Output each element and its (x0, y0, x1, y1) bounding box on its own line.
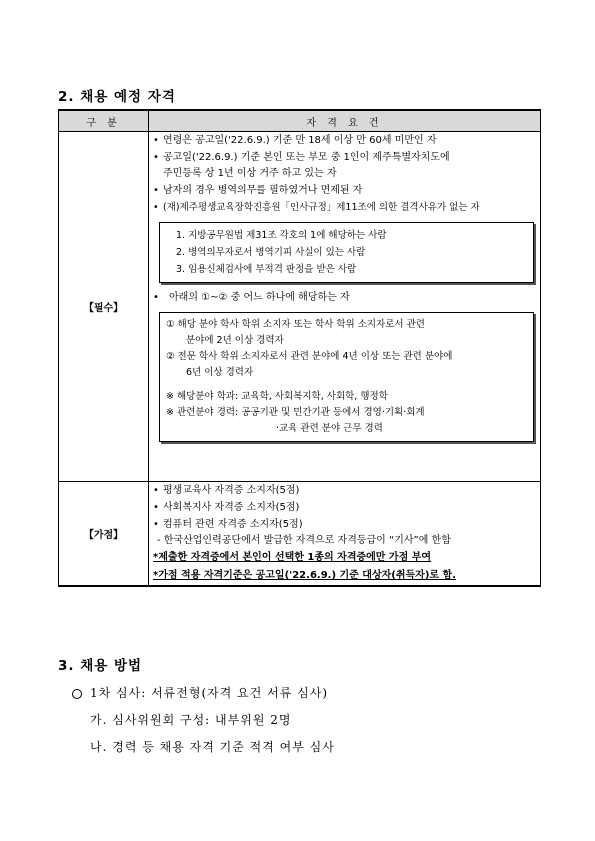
bonus-rule-2: *가점 적용 자격기준은 공고일('22.6.9.) 기준 대상자(취득자)로 함. (153, 570, 457, 581)
list-item: • 평생교육사 자격증 소지자(5점) (149, 482, 540, 499)
bonus-content (149, 482, 541, 587)
list-item: • (재)제주평생교육장학진흥원「인사규정」제11조에 의한 결격사유가 없는 자 (149, 199, 540, 216)
table-header-row (59, 110, 541, 132)
required-content (149, 132, 541, 482)
box-item: ② 전문 학사 학위 소지자로서 관련 분야에 4년 이상 또는 관련 분야에 (166, 351, 453, 362)
box-item: 2. 병역의무자로서 병역기피 사실이 있는 사람 (176, 247, 366, 258)
list-item: • 컴퓨터 관련 자격증 소지자(5점) (149, 516, 540, 533)
box-item: 6년 이상 경력자 (186, 367, 254, 378)
bonus-label: 【가점】 (59, 482, 149, 587)
list-item: • 남자의 경우 병역의무를 필하였거나 면제된 자 (149, 182, 540, 199)
box-item: 분야에 2년 이상 경력자 (186, 335, 284, 346)
box-item: 1. 지방공무원법 제31조 각호의 1에 해당하는 사람 (176, 230, 387, 241)
header-requirements: 자 격 요 건 (149, 110, 541, 132)
required-label: 【필수】 (59, 132, 149, 482)
header-category: 구 분 (59, 110, 149, 132)
circle-bullet-icon (72, 689, 82, 699)
qualification-table (58, 109, 541, 587)
bonus-rule-1: *제출한 자격증에서 본인이 선택한 1종의 자격증에만 가점 부여 (153, 552, 432, 563)
required-row (59, 132, 541, 482)
box-note: ※ 관련분야 경력: 공공기관 및 민간기관 등에서 경영·기획·회계 (166, 407, 425, 418)
section-title-method: 3. 채용 방법 (58, 658, 143, 674)
list-item: • 아래의 ①~② 중 어느 하나에 해당하는 자 (149, 289, 540, 306)
list-item: • 사회복지사 자격증 소지자(5점) (149, 499, 540, 516)
list-item-continued: 주민등록 상 1년 이상 거주 하고 있는 자 (163, 168, 337, 179)
box-item: 3. 임용신체검사에 부적격 판정을 받은 사람 (176, 264, 357, 275)
bonus-row (59, 482, 541, 587)
eligibility-box (159, 312, 534, 442)
disqualification-box (159, 222, 534, 283)
box-note: ·교육 관련 분야 근무 경력 (276, 423, 383, 434)
list-item: • 연령은 공고일('22.6.9.) 기준 만 18세 이상 만 60세 미만인 자 (149, 132, 540, 149)
method-line-2: 가. 심사위원회 구성: 내부위원 2명 (90, 713, 292, 727)
box-item: ① 해당 분야 학사 학위 소지자 또는 학사 학위 소지자로서 관련 (166, 319, 425, 330)
list-item: • 공고일('22.6.9.) 기준 본인 또는 부모 중 1인이 제주특별자치도에 (149, 149, 540, 166)
method-line-1: 1차 심사: 서류전형(자격 요건 서류 심사) (72, 684, 328, 701)
section-title-qualifications: 2. 채용 예정 자격 (58, 89, 176, 105)
method-line-3: 나. 경력 등 채용 자격 기준 적격 여부 심사 (90, 740, 335, 754)
box-note: ※ 해당분야 학과: 교육학, 사회복지학, 사회학, 행정학 (166, 391, 388, 402)
bonus-note: - 한국산업인력공단에서 발급한 자격으로 자격등급이 “기사”에 한함 (157, 535, 451, 546)
